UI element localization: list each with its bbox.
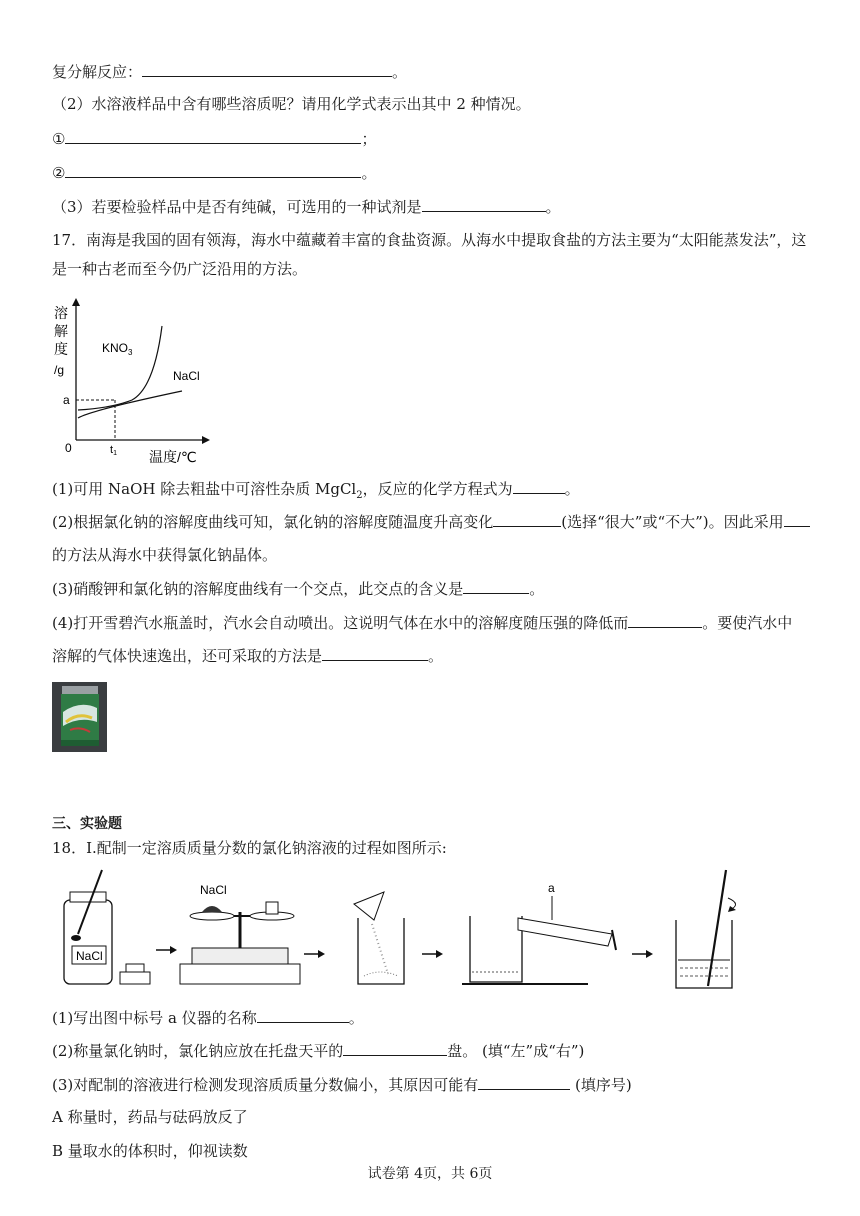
ylabel-1: 溶 (54, 305, 68, 321)
kno3-label: $KNO_3$ (102, 341, 133, 357)
y-axis-arrow (72, 298, 80, 306)
answer-blank[interactable] (784, 511, 810, 527)
ylabel-2: 解 (54, 323, 68, 339)
arrow-3 (422, 950, 443, 958)
q18-part2: (2)称量氯化钠时，氯化钠应放在托盘天平的 盘。 (填“左”成“右”) (52, 1042, 585, 1060)
answer-blank[interactable] (422, 196, 546, 212)
y-mark-a: a (63, 393, 70, 407)
question-3: （3）若要检验样品中是否有纯碱，可选用的一种试剂是 。 (52, 198, 561, 216)
option-a: A 称量时，药品与砝码放反了 (52, 1108, 248, 1126)
answer-blank[interactable] (478, 1074, 570, 1090)
instrument-a-label: a (548, 881, 555, 895)
kno3-curve (78, 326, 162, 410)
q17-part4-line2: 溶解的气体快速逸出，还可采取的方法是 。 (52, 647, 444, 665)
origin-label: 0 (65, 441, 72, 455)
q17-part2-line1: (2)根据氯化钠的溶解度曲线可知，氯化钠的溶解度随温度升高变化 (选择“很大”或“不大”)。因此采用 (52, 511, 810, 532)
q17-part4-line1: (4)打开雪碧汽水瓶盖时，汽水会自动喷出。这说明气体在水中的溶解度随压强的降低而 。要使汽水中 (52, 614, 793, 632)
case-2-line: ② 。 (52, 164, 377, 182)
nacl-label-balance: NaCl (200, 883, 227, 897)
q17-part1: (1)可用 NaOH 除去粗盐中可溶性杂质 MgCl$_2$，反应的化学方程式为 。 (52, 480, 580, 501)
beaker-cylinder (462, 881, 616, 984)
answer-blank[interactable] (142, 61, 392, 77)
arrow-1 (156, 946, 177, 954)
beaker-pouring (354, 892, 404, 984)
q17-part2-line2: 的方法从海水中获得氯化钠晶体。 (52, 546, 278, 564)
q17-intro: 17．南海是我国的固有领海，海水中蕴藏着丰富的食盐资源。从海水中提取食盐的方法主要为“太阳能蒸发法”，这是一种古老而至今仍广泛沿用的方法。 (52, 231, 807, 278)
beaker-stirring (676, 870, 736, 988)
soda-can-image (52, 682, 107, 752)
soda-can-photo (52, 682, 107, 752)
t1-label: t1 (110, 444, 117, 457)
question-2: （2）水溶液样品中含有哪些溶质呢？请用化学式表示出其中 2 种情况。 (52, 95, 531, 113)
ylabel-4: /g (54, 363, 65, 377)
nacl-label-jar: NaCl (76, 949, 103, 963)
option-b: B 量取水的体积时，仰视读数 (52, 1142, 248, 1160)
case-1-line: ① ； (52, 130, 377, 148)
q17-part3: (3)硝酸钾和氯化钠的溶解度曲线有一个交点，此交点的含义是 。 (52, 580, 545, 598)
reagent-jar (64, 870, 150, 984)
reaction-line: 复分解反应： 。 (52, 63, 408, 81)
q18-intro: 18．Ⅰ.配制一定溶质质量分数的氯化钠溶液的过程如图所示: (52, 839, 447, 857)
solubility-chart (52, 296, 222, 468)
balance (180, 883, 300, 984)
answer-blank[interactable] (65, 128, 361, 144)
nacl-curve (78, 391, 182, 418)
arrow-4 (632, 950, 653, 958)
q18-part3: (3)对配制的溶液进行检测发现溶质质量分数偏小，其原因可能有 (填序号) (52, 1076, 632, 1094)
ylabel-3: 度 (54, 341, 68, 357)
answer-blank[interactable] (343, 1040, 447, 1056)
x-axis-arrow (202, 436, 210, 444)
answer-blank[interactable] (65, 162, 361, 178)
answer-blank[interactable] (628, 612, 702, 628)
answer-blank[interactable] (322, 645, 428, 661)
answer-blank[interactable] (463, 578, 529, 594)
page-footer: 试卷第 4页，共 6页 (367, 1166, 493, 1182)
experiment-figure (52, 864, 762, 994)
arrow-2 (304, 950, 325, 958)
q17-part4-text: 溶解的气体快速逸出，还可采取的方法是 (52, 647, 323, 665)
answer-blank[interactable] (493, 511, 561, 527)
answer-blank[interactable] (513, 478, 565, 494)
section-heading: 三、实验题 (52, 816, 122, 832)
answer-blank[interactable] (257, 1007, 349, 1023)
xlabel: 温度/℃ (149, 449, 197, 465)
q18-part1: (1)写出图中标号 a 仪器的名称 。 (52, 1009, 364, 1027)
nacl-label: NaCl (173, 369, 200, 383)
